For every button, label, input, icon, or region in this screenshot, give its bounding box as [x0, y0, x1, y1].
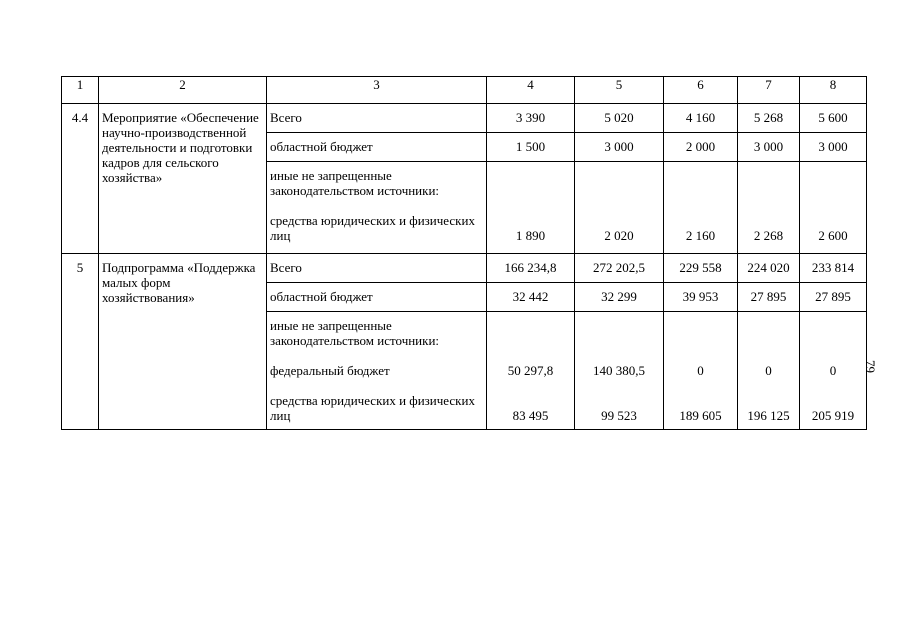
value-cell: 272 202,5 — [575, 254, 664, 283]
value-cell: 140 380,5 99 523 — [575, 312, 664, 430]
other-sources-intro: иные не запрещенные законодательством источники: — [270, 168, 440, 198]
value-cell: 27 895 — [738, 283, 800, 312]
page-number: 79 — [863, 360, 878, 373]
value-cell: 166 234,8 — [487, 254, 575, 283]
value-cell: 0 189 605 — [664, 312, 738, 430]
funding-label: средства юридических и физических лиц — [270, 393, 475, 423]
other-sources-cell — [267, 162, 487, 254]
value-cell: 2 000 — [664, 133, 738, 162]
header-cell: 1 — [62, 77, 99, 104]
value-cell: 3 000 — [800, 133, 867, 162]
value-cell: 229 558 — [664, 254, 738, 283]
value-cell: 233 814 — [800, 254, 867, 283]
value-cell: 2 600 — [800, 162, 867, 254]
header-cell: 5 — [575, 77, 664, 104]
value-cell: 32 299 — [575, 283, 664, 312]
value-cell: 3 390 — [487, 104, 575, 133]
header-cell: 3 — [267, 77, 487, 104]
value-cell: 39 953 — [664, 283, 738, 312]
value-cell: 1 500 — [487, 133, 575, 162]
value-cell: 0 205 919 — [800, 312, 867, 430]
funding-label: Всего — [267, 104, 487, 133]
row-number: 4.4 — [62, 104, 99, 254]
value-cell: 27 895 — [800, 283, 867, 312]
row-description: Подпрограмма «Поддержка малых форм хозяйствования» — [99, 254, 267, 430]
header-cell: 2 — [99, 77, 267, 104]
funding-label: областной бюджет — [267, 283, 487, 312]
value-cell: 4 160 — [664, 104, 738, 133]
budget-table — [61, 76, 867, 430]
funding-label: областной бюджет — [267, 133, 487, 162]
value-cell: 3 000 — [575, 133, 664, 162]
value-cell: 2 160 — [664, 162, 738, 254]
value-cell: 0 196 125 — [738, 312, 800, 430]
value-cell: 224 020 — [738, 254, 800, 283]
funding-label: Всего — [267, 254, 487, 283]
header-cell: 6 — [664, 77, 738, 104]
header-cell: 4 — [487, 77, 575, 104]
value-cell: 3 000 — [738, 133, 800, 162]
value-cell: 5 020 — [575, 104, 664, 133]
value-cell: 32 442 — [487, 283, 575, 312]
row-description: Мероприятие «Обеспечение научно-производственной деятельности и подготовки кадров для сельского хозяйства» — [99, 104, 267, 254]
other-sources-intro: иные не запрещенные законодательством источники: — [270, 318, 440, 348]
funding-label: федеральный бюджет — [270, 363, 390, 378]
value-cell: 2 268 — [738, 162, 800, 254]
header-cell: 8 — [800, 77, 867, 104]
header-row — [62, 77, 867, 104]
value-cell: 2 020 — [575, 162, 664, 254]
row-number: 5 — [62, 254, 99, 430]
table-row — [62, 254, 867, 283]
header-cell: 7 — [738, 77, 800, 104]
funding-label: средства юридических и физических лиц — [270, 213, 475, 243]
value-cell: 5 268 — [738, 104, 800, 133]
table-row — [62, 104, 867, 133]
value-cell: 1 890 — [487, 162, 575, 254]
value-cell: 50 297,8 83 495 — [487, 312, 575, 430]
value-cell: 5 600 — [800, 104, 867, 133]
other-sources-cell — [267, 312, 487, 430]
